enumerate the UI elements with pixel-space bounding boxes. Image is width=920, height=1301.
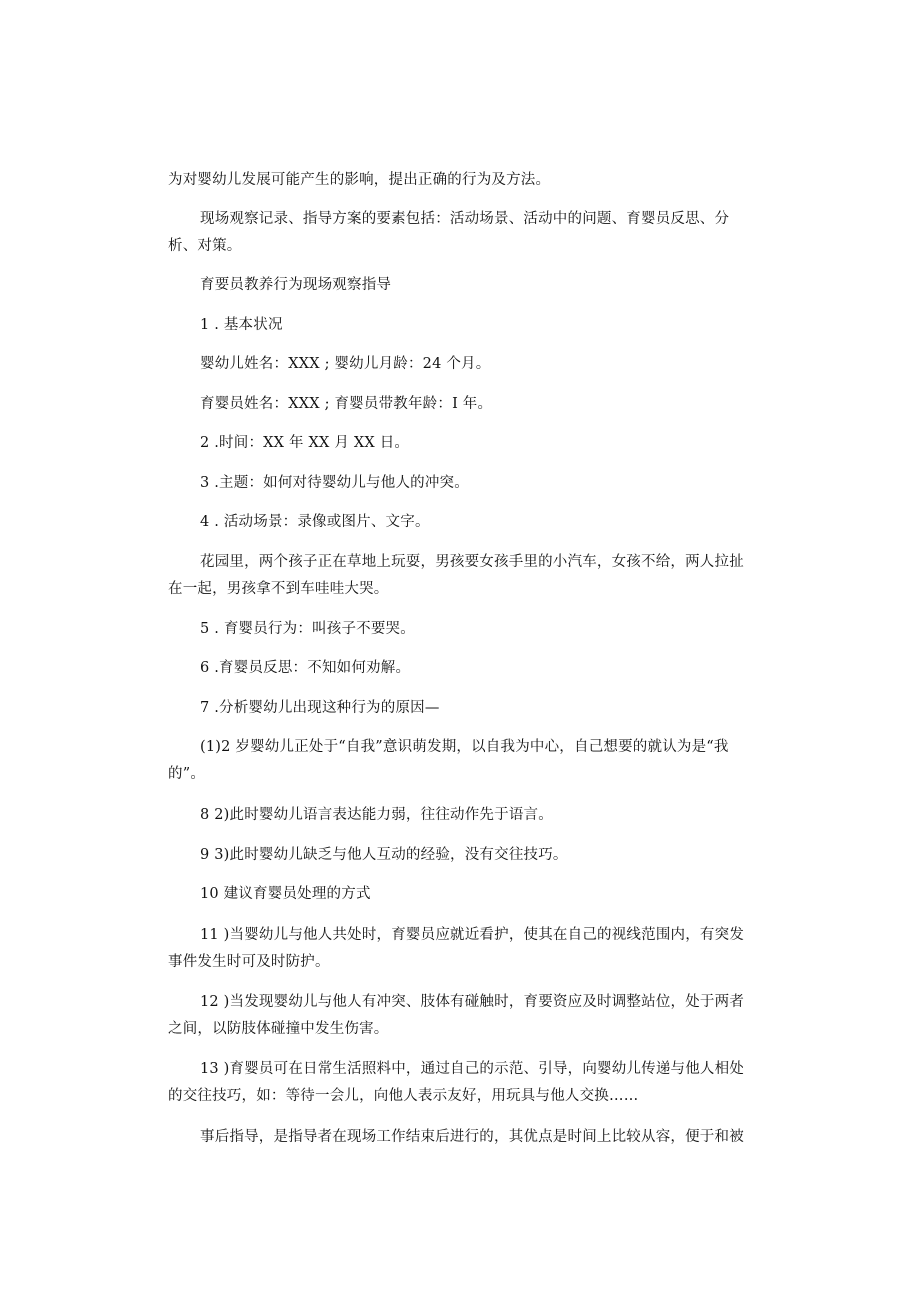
text-line: 事后指导，是指导者在现场工作结束后进行的，其优点是时间上比较从容，便于和被 [200, 1129, 744, 1145]
text-line: 事件发生时可及时防护。 [168, 954, 330, 970]
list-item: (1)2 岁婴幼儿正处于“自我”意识萌发期，以自我为中心，自己想要的就认为是“我 [200, 739, 729, 755]
text-line: 析、对策。 [168, 238, 242, 254]
text-line: 现场观察记录、指导方案的要素包括：活动场景、活动中的问题、育婴员反思、分 [200, 211, 730, 227]
text-line: 花园里，两个孩子正在草地上玩耍，男孩要女孩手里的小汽车，女孩不给，两人拉扯 [200, 554, 744, 570]
list-item: 2 .时间：XX 年 XX 月 XX 日。 [200, 435, 410, 451]
list-item: 3 .主题：如何对待婴幼儿与他人的冲突。 [200, 475, 469, 491]
list-item: 4 . 活动场景：录像或图片、文字。 [200, 514, 430, 530]
list-item: 7 .分析婴幼儿出现这种行为的原因— [200, 700, 440, 716]
text-line: 婴幼儿姓名：XXX ; 婴幼儿月龄：24 个月。 [200, 356, 491, 372]
text-line: 为对婴幼儿发展可能产生的影响，提出正确的行为及方法。 [168, 172, 551, 188]
section-heading: 育要员教养行为现场观察指导 [200, 277, 392, 293]
list-item: 11 )当婴幼儿与他人共处时，育婴员应就近看护，使其在自己的视线范围内，有突发 [200, 927, 745, 943]
list-item: 1 . 基本状况 [200, 317, 283, 333]
list-item: 5 . 育婴员行为：叫孩子不要哭。 [200, 621, 415, 637]
text-line: 之间，以防肢体碰撞中发生伤害。 [168, 1021, 389, 1037]
text-line: 育婴员姓名：XXX ; 育婴员带教年龄：I 年。 [200, 396, 493, 412]
text-line: 的交往技巧，如：等待一会儿，向他人表示友好，用玩具与他人交换…… [168, 1088, 639, 1104]
list-item: 13 )育婴员可在日常生活照料中，通过自己的示范、引导，向婴幼儿传递与他人相处 [200, 1061, 745, 1077]
text-line: 在一起，男孩拿不到车哇哇大哭。 [168, 581, 389, 597]
list-item: 12 )当发现婴幼儿与他人有冲突、肢体有碰触时，育要资应及时调整站位，处于两者 [200, 994, 745, 1010]
text-line: 的”。 [168, 766, 206, 782]
list-item: 6 .育婴员反思：不知如何劝解。 [200, 660, 411, 676]
list-item: 9 3)此时婴幼儿缺乏与他人互动的经验，没有交往技巧。 [200, 847, 568, 863]
list-item: 10 建议育婴员处理的方式 [200, 886, 371, 902]
list-item: 8 2)此时婴幼儿语言表达能力弱，往往动作先于语言。 [200, 807, 553, 823]
